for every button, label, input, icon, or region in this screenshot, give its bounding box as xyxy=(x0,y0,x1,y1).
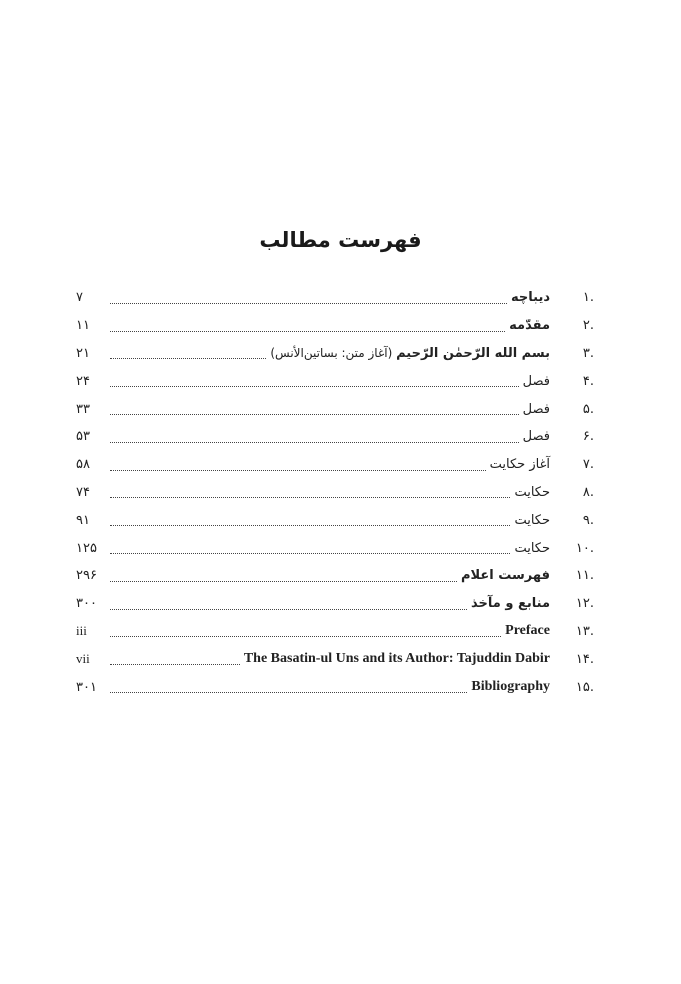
entry-page: iii xyxy=(76,623,87,639)
entry-number: .۱۰ xyxy=(575,540,594,556)
entry-page: ۲۱ xyxy=(76,345,90,361)
entry-title: حکایت xyxy=(514,540,550,556)
toc-entry-2 xyxy=(76,312,594,340)
dot-leader xyxy=(110,635,501,637)
dot-leader xyxy=(110,441,519,443)
entry-number: .۱ xyxy=(582,290,594,306)
entry-page: ۹۱ xyxy=(76,512,90,528)
entry-number: .۱۴ xyxy=(575,651,594,667)
toc-entry-3 xyxy=(76,340,594,368)
entry-title: فصل xyxy=(522,401,550,417)
entry-number: .۱۳ xyxy=(575,623,594,639)
entry-page: ۱۱ xyxy=(76,318,90,334)
entry-number: .۹ xyxy=(582,512,594,528)
entry-number: .۴ xyxy=(582,373,594,389)
entry-page: ۷ xyxy=(76,290,83,306)
toc-entry-13 xyxy=(76,618,594,646)
dot-leader xyxy=(110,330,505,332)
dot-leader xyxy=(110,580,457,582)
entry-number: .۱۱ xyxy=(575,568,594,584)
entry-page: ۲۴ xyxy=(76,373,90,389)
entry-title: فصل xyxy=(522,373,550,389)
entry-number: .۲ xyxy=(582,318,594,334)
entry-number: .۱۲ xyxy=(575,596,594,612)
entry-title: دیباچه xyxy=(511,290,550,306)
entry-title: مقدّمه xyxy=(509,318,550,334)
entry-title: منابع و مآخذ xyxy=(471,596,550,612)
toc-entry-12 xyxy=(76,590,594,618)
entry-note: (آغاز متن: بساتین‌الأنس) xyxy=(270,345,397,360)
entry-title: حکایت xyxy=(514,512,550,528)
entry-title: حکایت xyxy=(514,484,550,500)
entry-page: ۳۳ xyxy=(76,401,90,417)
entry-number: .۱۵ xyxy=(575,679,594,695)
toc-entry-15 xyxy=(76,673,594,701)
toc-entry-5 xyxy=(76,395,594,423)
entry-title: فهرست اعلام xyxy=(461,568,550,584)
dot-leader xyxy=(110,524,510,526)
entry-number: .۶ xyxy=(582,429,594,445)
toc-entry-6 xyxy=(76,423,594,451)
entry-title: Bibliography xyxy=(471,679,550,695)
entry-page: ۳۰۱ xyxy=(76,679,97,695)
entry-page: vii xyxy=(76,651,90,667)
toc-entry-8 xyxy=(76,479,594,507)
dot-leader xyxy=(110,357,266,359)
entry-title: The Basatin-ul Uns and its Author: Tajuddin Dabir xyxy=(243,651,550,667)
dot-leader xyxy=(110,552,510,554)
dot-leader xyxy=(110,663,240,665)
dot-leader xyxy=(110,691,467,693)
entry-page: ۲۹۶ xyxy=(76,568,97,584)
dot-leader xyxy=(110,413,519,415)
dot-leader xyxy=(110,469,486,471)
toc-entry-1 xyxy=(76,284,594,312)
toc-entry-7 xyxy=(76,451,594,479)
dot-leader xyxy=(110,608,467,610)
toc-entry-4 xyxy=(76,367,594,395)
table-of-contents xyxy=(76,284,594,701)
toc-entry-11 xyxy=(76,562,594,590)
entry-number: .۷ xyxy=(582,457,594,473)
dot-leader xyxy=(110,496,510,498)
entry-page: ۵۳ xyxy=(76,429,90,445)
entry-title: بسم الله الرّحمٰن الرّحیم (آغاز متن: بساتین‌الأنس) xyxy=(270,345,550,361)
entry-page: ۷۴ xyxy=(76,484,90,500)
dot-leader xyxy=(110,302,507,304)
entry-number: .۳ xyxy=(582,345,594,361)
entry-number: .۸ xyxy=(582,484,594,500)
entry-number: .۵ xyxy=(582,401,594,417)
entry-title: Preface xyxy=(505,623,550,639)
entry-title: فصل xyxy=(522,429,550,445)
dot-leader xyxy=(110,385,519,387)
toc-entry-9 xyxy=(76,506,594,534)
entry-page: ۱۲۵ xyxy=(76,540,97,556)
entry-page: ۳۰۰ xyxy=(76,596,97,612)
page-title: فهرست مطالب xyxy=(259,228,422,252)
entry-page: ۵۸ xyxy=(76,457,90,473)
entry-title: آغاز حکایت xyxy=(489,457,550,473)
toc-entry-14 xyxy=(76,645,594,673)
toc-entry-10 xyxy=(76,534,594,562)
